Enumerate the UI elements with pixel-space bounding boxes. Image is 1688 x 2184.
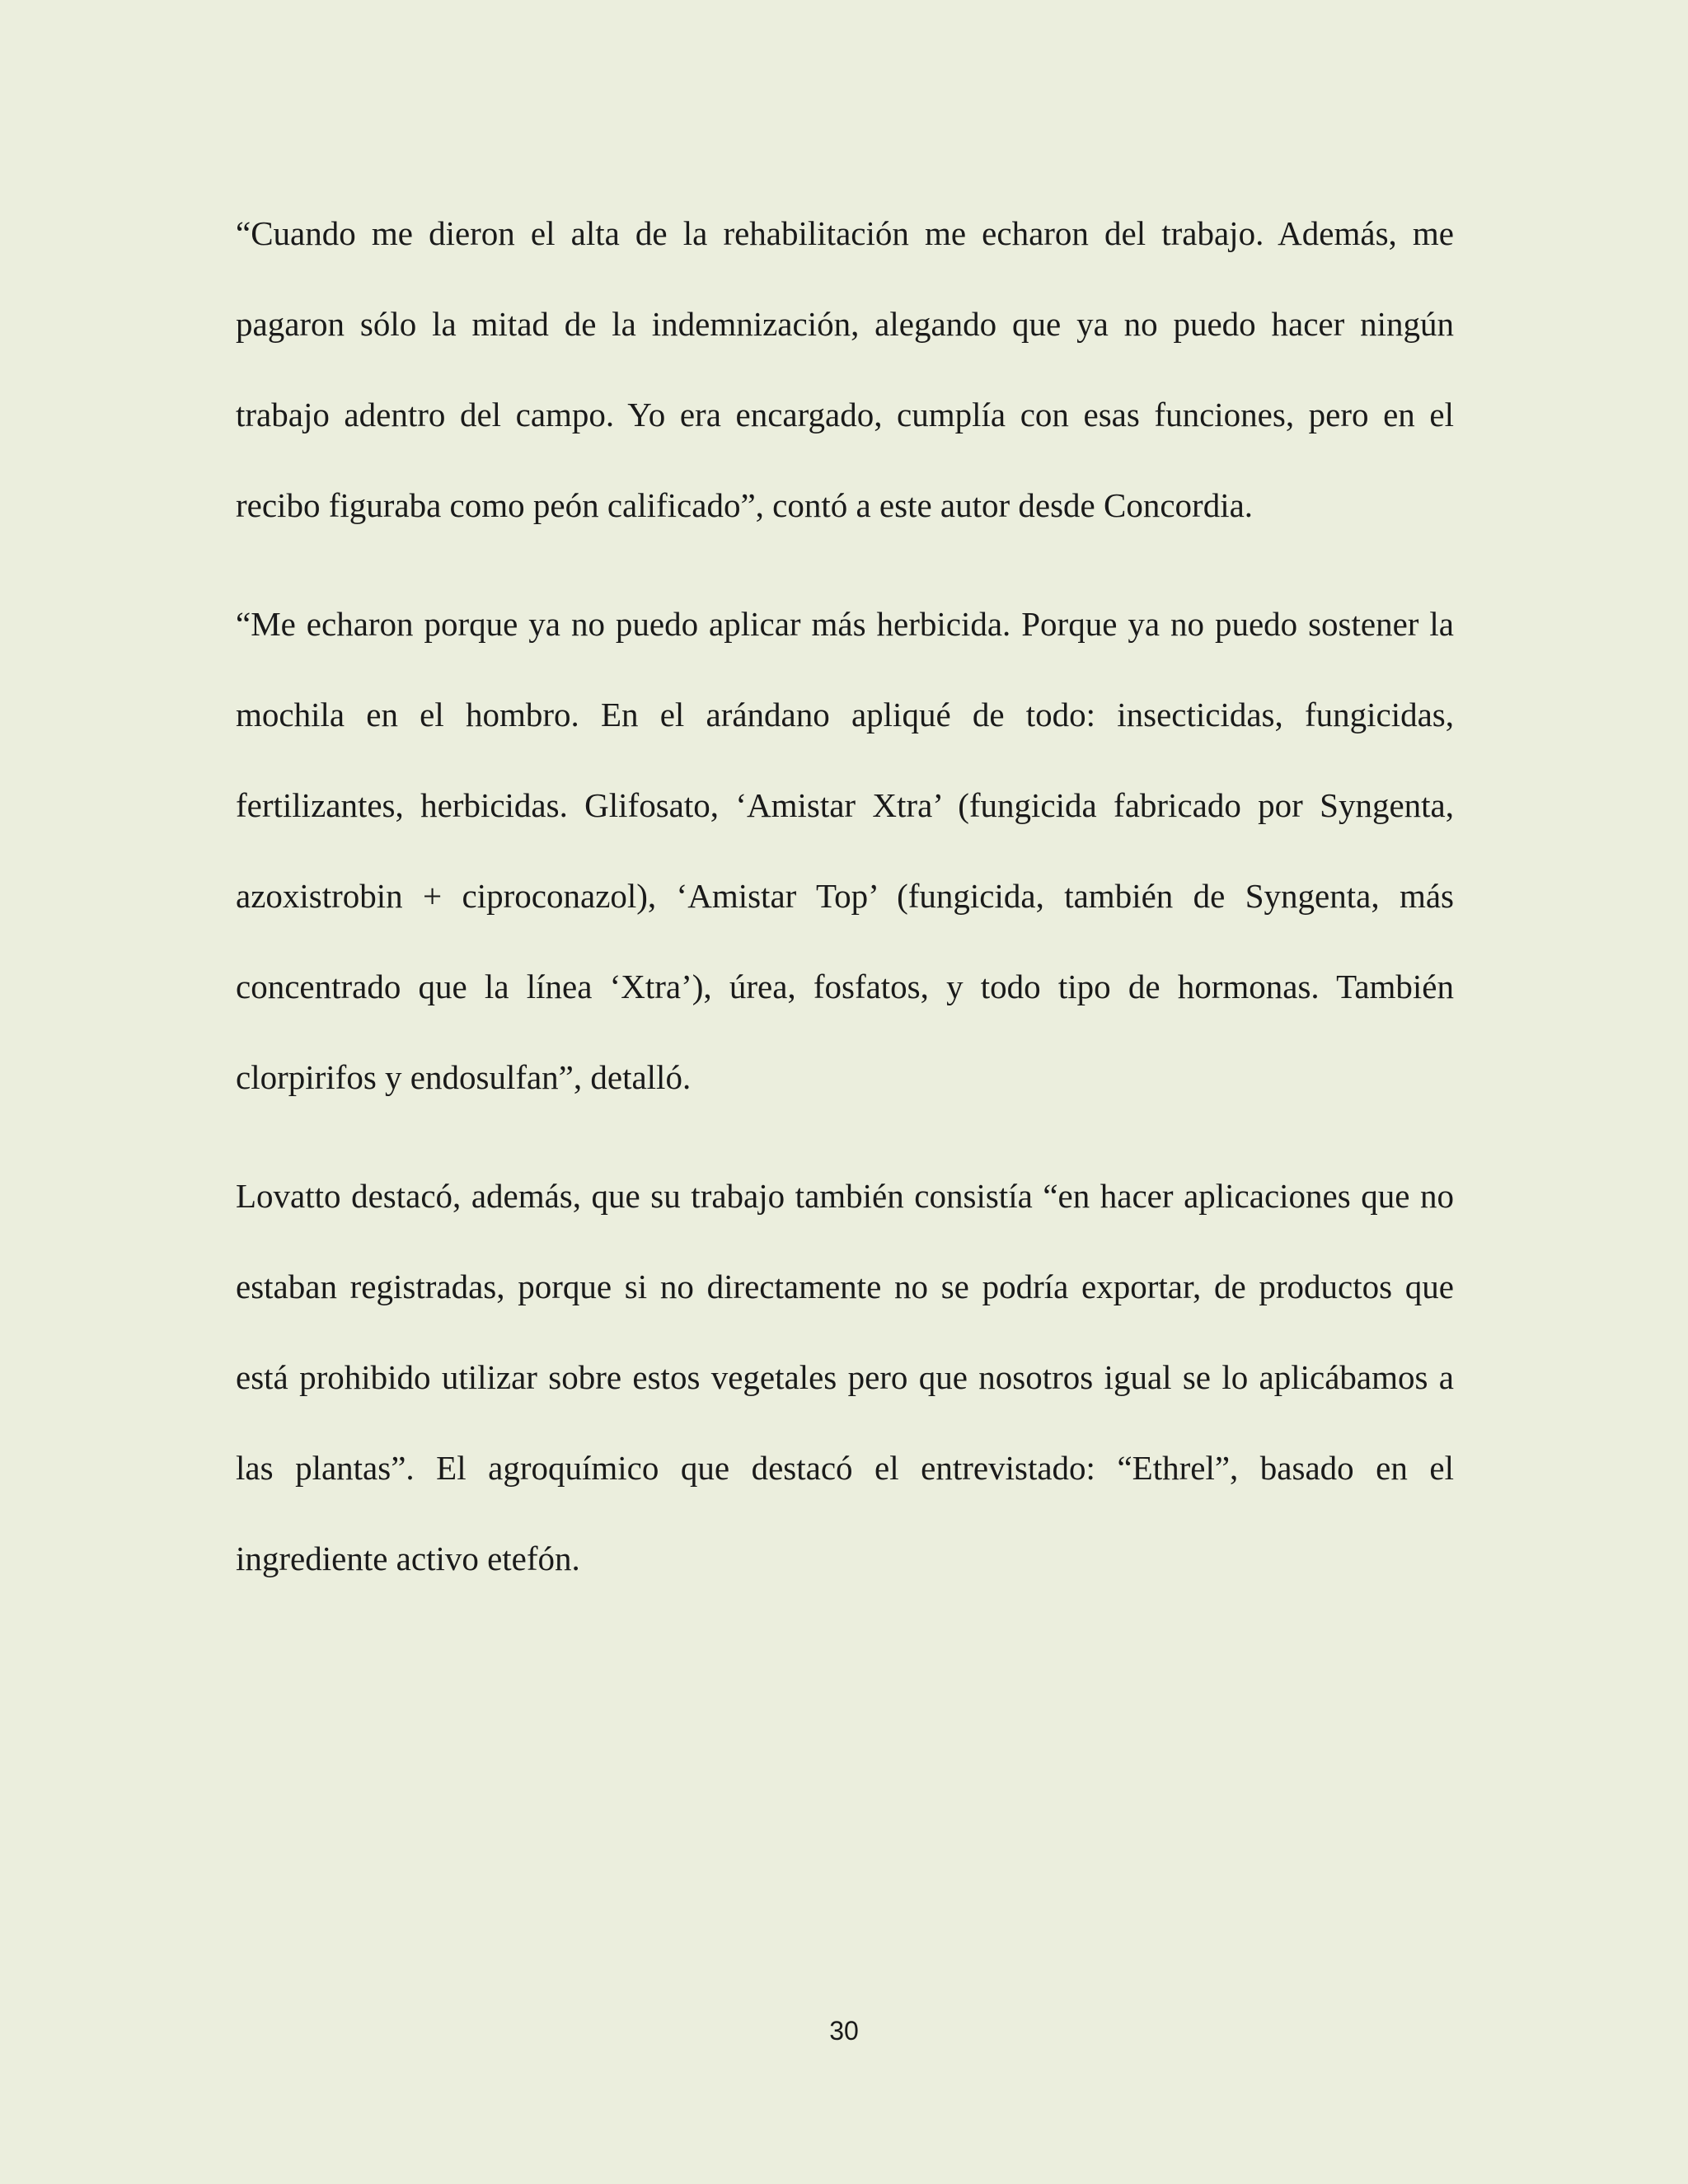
body-text	[236, 188, 1454, 1632]
paragraph-3: Lovatto destacó, además, que su trabajo también consistía “en hacer aplicaciones que no estaban registradas, porque si no directamente no se podría exportar, de productos que está prohibido utilizar sobre estos vegetales pero que nosotros igual se lo aplicábamos a las plantas”. El agroquímico que destacó el entrevistado: “Ethrel”, basado en el ingrediente activo etefón.	[236, 1177, 1454, 1577]
paragraph-1: “Cuando me dieron el alta de la rehabilitación me echaron del trabajo. Además, me pagaron sólo la mitad de la indemnización, alegando que ya no puedo hacer ningún trabajo adentro del campo. Yo era encargado, cumplía con esas funciones, pero en el recibo figuraba como peón calificado”, contó a este autor desde Concordia.	[236, 214, 1454, 524]
paragraph-2: “Me echaron porque ya no puedo aplicar más herbicida. Porque ya no puedo sostener la mochila en el hombro. En el arándano apliqué de todo: insecticidas, fungicidas, fertilizantes, herbicidas. Glifosato, ‘Amistar Xtra’ (fungicida fabricado por Syngenta, azoxistrobin + ciproconazol), ‘Amistar Top’ (fungicida, también de Syngenta, más concentrado que la línea ‘Xtra’), úrea, fosfatos, y todo tipo de hormonas. También clorpirifos y endosulfan”, detalló.	[236, 605, 1454, 1096]
page-number: 30	[829, 2016, 859, 2046]
